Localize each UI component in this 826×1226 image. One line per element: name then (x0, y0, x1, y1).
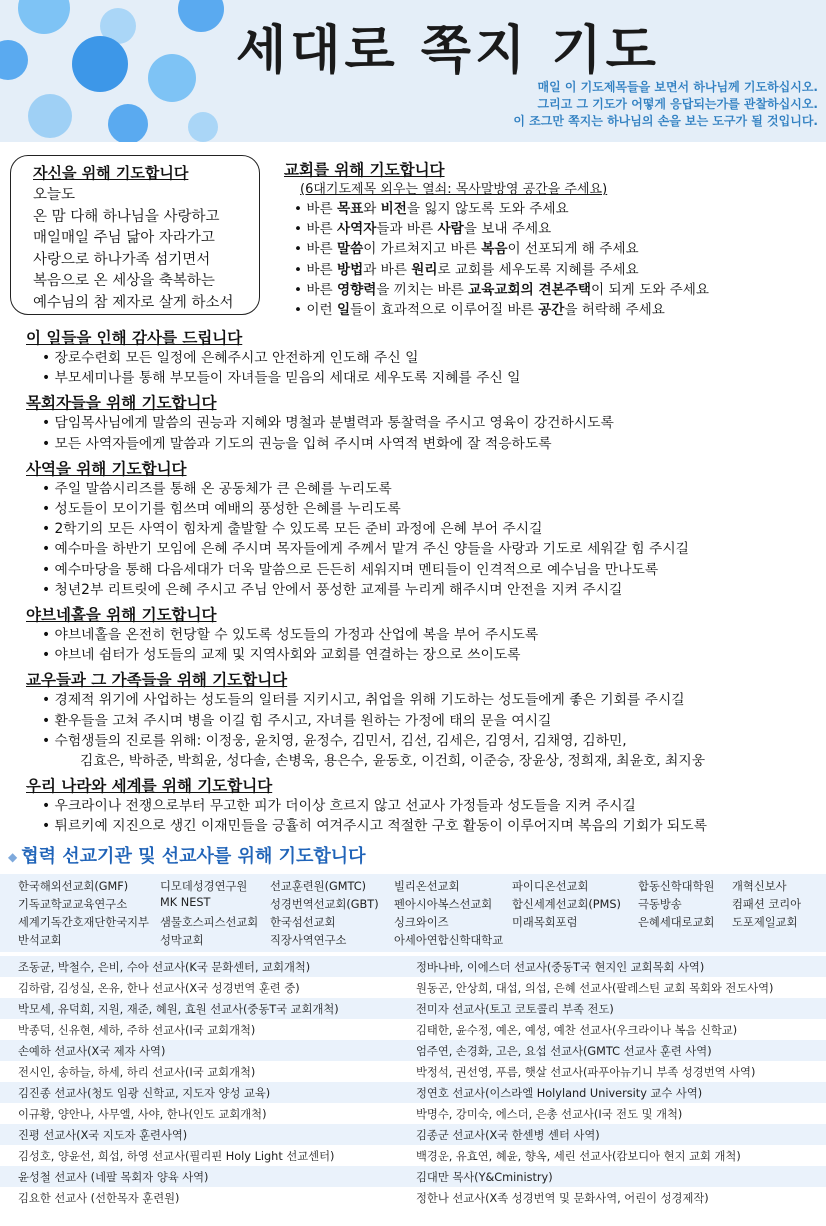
missionary-row (0, 1082, 826, 1103)
organization-name: 기독교학교교육연구소 (18, 898, 128, 911)
missionary-row (0, 1187, 826, 1208)
keyword: 교육교회의 견본주택 (468, 281, 592, 298)
text-segment: 들이 효과적으로 이루어질 바른 (350, 302, 539, 319)
diamond-icon: ◆ (8, 850, 18, 864)
missionary-entry: 정한나 선교사(X족 성경번역 및 문화사역, 어린이 성경제작) (416, 1192, 709, 1205)
organization-name: 컴패션 코리아 (732, 898, 802, 911)
organization-name: 세계기독간호재단한국지부 (18, 916, 149, 929)
text-segment: 을 허락해 주세요 (564, 302, 665, 319)
church-item (294, 260, 814, 280)
keyword: 일 (336, 302, 351, 319)
missionary-row (0, 998, 826, 1019)
self-prayer-line: 온 맘 다해 하나님을 사랑하고 (33, 208, 220, 225)
missionary-entry: 전시인, 송하늘, 하세, 하리 선교사(I국 교회개척) (18, 1066, 256, 1079)
decor-dot (72, 36, 128, 92)
church-note: (6대기도제목 외우는 열쇠: 목사말방영 공간을 주세요) (300, 182, 608, 197)
coop-heading (8, 842, 366, 868)
keyword: 사람 (437, 221, 464, 238)
header-banner (0, 0, 826, 142)
prayer-item: • 담임목사님에게 말씀의 권능과 지혜와 명철과 분별력과 통찰력을 주시고 영육이 강건하시도록 (42, 415, 614, 432)
missionary-entry: 진평 선교사(X국 지도자 훈련사역) (18, 1129, 188, 1142)
organization-name: 극동방송 (638, 898, 682, 911)
missionary-row (0, 1124, 826, 1145)
section-heading: 사역을 위해 기도합니다 (26, 459, 187, 478)
text-segment: 와 (363, 201, 381, 217)
prayer-item: • 튀르키예 지진으로 생긴 이재민들을 긍휼히 여겨주시고 적절한 구호 활동이 이루어지며 복음의 기회가 되도록 (42, 818, 707, 835)
self-prayer-line: 복음으로 온 세상을 축복하는 (33, 273, 215, 290)
decor-dot (188, 112, 218, 142)
text-segment: 이 가르쳐지고 바른 (363, 241, 482, 258)
text-segment: • 이런 (294, 302, 337, 319)
text-segment: 이 선포되게 해 주세요 (507, 241, 639, 258)
organization-name: 합동신학대학원 (638, 880, 715, 893)
missionary-entry: 정연호 선교사(이스라엘 Holyland University 교수 사역) (416, 1087, 703, 1100)
missionary-entry: 김태한, 윤수정, 예온, 예성, 예찬 선교사(우크라이나 복음 신학교) (416, 1024, 738, 1037)
church-heading: 교회를 위해 기도합니다 (284, 161, 445, 179)
church-items (284, 199, 814, 320)
section-heading: 우리 나라와 세계를 위해 기도합니다 (26, 777, 273, 796)
missionary-entry: 박모세, 유덕희, 지원, 재준, 혜원, 효원 선교사(중동T국 교회개척) (18, 1003, 339, 1016)
section-heading: 이 일들을 인해 감사를 드립니다 (26, 329, 243, 347)
prayer-section (26, 326, 816, 388)
prayer-item: • 야브네홀을 온전히 헌당할 수 있도록 성도들의 가정과 산업에 복을 부어 주시도록 (42, 627, 539, 644)
church-item (294, 219, 814, 239)
church-prayer-section (284, 158, 814, 320)
text-segment: 이 되게 도와 주세요 (591, 281, 710, 298)
organization-name: 한국해외선교회(GMF) (18, 880, 129, 893)
organization-name: MK NEST (160, 896, 211, 909)
missionary-row (0, 977, 826, 998)
missionary-entry: 정바나바, 이에스더 선교사(중동T국 현지인 교회목회 사역) (416, 961, 705, 974)
prayer-item: • 예수마당을 통해 다음세대가 더욱 말씀으로 든든히 세워지며 멘티들이 인격적으로 예수님을 만나도록 (42, 561, 659, 578)
organization-name: 펜아시아복스선교회 (394, 898, 493, 911)
missionary-entry: 박명수, 강미숙, 에스더, 은총 선교사(I국 전도 및 개척) (416, 1108, 683, 1121)
prayer-item: • 모든 사역자들에게 말씀과 기도의 권능을 입혀 주시며 사역적 변화에 잘 적응하도록 (42, 435, 552, 452)
prayer-section (26, 457, 816, 600)
prayer-sections (26, 326, 816, 840)
organization-name: 파이디온선교회 (512, 880, 589, 893)
decor-dot (28, 94, 72, 138)
missionary-entry: 김종군 선교사(X국 한센병 센터 사역) (416, 1129, 600, 1142)
text-segment: • 바른 (294, 261, 337, 278)
church-item (294, 280, 814, 300)
prayer-item: • 수험생들의 진로를 위해: 이정웅, 윤치영, 윤정수, 김민서, 김선, 김세은, 김영서, 김채영, 김하민, (42, 732, 627, 749)
prayer-item: • 주일 말씀시리즈를 통해 온 공동체가 큰 은혜를 누리도록 (42, 480, 392, 497)
missionary-entry: 이규황, 양안나, 사무엘, 사야, 한나(인도 교회개척) (18, 1108, 267, 1121)
decor-dot (0, 40, 28, 80)
subtitle-line: 그리고 그 기도가 어떻게 응답되는가를 관찰하십시오. (537, 97, 818, 111)
organization-name: 한국섬선교회 (270, 916, 336, 929)
decor-dot (148, 54, 196, 102)
missionary-entry: 김대만 목사(Y&Cministry) (416, 1171, 553, 1184)
organization-name: 개혁신보사 (732, 880, 787, 893)
organization-name: 직장사역연구소 (270, 934, 347, 947)
prayer-section (26, 668, 816, 771)
church-item (294, 199, 814, 219)
organization-name: 샘물호스피스선교회 (160, 916, 259, 929)
decor-dot (108, 104, 148, 142)
subtitle-line: 매일 이 기도제목들을 보면서 하나님께 기도하십시오. (537, 80, 818, 94)
organization-name: 선교훈련원(GMTC) (270, 880, 367, 893)
organization-name: 빌리온선교회 (394, 880, 460, 893)
missionary-row (0, 1061, 826, 1082)
self-prayer-heading: 자신을 위해 기도합니다 (33, 164, 189, 182)
self-prayer-box (10, 155, 260, 315)
text-segment: 을 잃지 않도록 도와 주세요 (406, 201, 569, 217)
keyword: 복음 (481, 241, 508, 258)
section-heading: 교우들과 그 가족들을 위해 기도합니다 (26, 671, 288, 690)
text-segment: 을 끼치는 바른 (376, 281, 469, 298)
text-segment: 과 바른 (363, 261, 412, 278)
prayer-item: • 성도들이 모이기를 힘쓰며 예배의 풍성한 은혜를 누리도록 (42, 501, 401, 518)
keyword: 목표 (336, 201, 364, 217)
organization-name: 합신세계선교회(PMS) (512, 898, 621, 911)
section-heading: 목회자들을 위해 기도합니다 (26, 394, 217, 413)
subtitle-line: 이 조그만 쪽지는 하나님의 손을 보는 도구가 될 것입니다. (513, 114, 818, 128)
missionary-row (0, 956, 826, 977)
partner-organizations (0, 874, 826, 952)
church-item (294, 300, 814, 320)
missionary-row (0, 1145, 826, 1166)
missionary-entry: 전미자 선교사(토고 코토콜리 부족 전도) (416, 1003, 614, 1016)
keyword: 비전 (380, 201, 407, 217)
missionary-row (0, 1040, 826, 1061)
missionary-row (0, 1166, 826, 1187)
prayer-item: • 청년2부 리트릿에 은혜 주시고 주님 안에서 풍성한 교제를 누리게 해주시며 안전을 지켜 주시길 (42, 581, 623, 598)
prayer-item: • 경제적 위기에 사업하는 성도들의 일터를 지키시고, 취업을 위해 기도하는 성도들에게 좋은 기회를 주시길 (42, 692, 685, 709)
prayer-item: • 부모세미나를 통해 부모들이 자녀들을 믿음의 세대로 세우도록 지혜를 주신 일 (42, 370, 521, 387)
missionary-entry: 엄주연, 손경화, 고은, 요섭 선교사(GMTC 선교사 훈련 사역) (416, 1045, 712, 1058)
organization-name: 은혜세대로교회 (638, 916, 715, 929)
missionary-entry: 손예하 선교사(X국 제자 사역) (18, 1045, 166, 1058)
self-prayer-line: 오늘도 (33, 187, 76, 203)
self-prayer-line: 사랑으로 하나가족 섬기면서 (33, 251, 211, 268)
prayer-section (26, 603, 816, 665)
prayer-section (26, 391, 816, 453)
keyword: 공간 (538, 302, 565, 319)
missionary-entry: 백경운, 유효연, 혜윤, 향옥, 세린 선교사(캄보디아 현지 교회 개척) (416, 1150, 741, 1163)
keyword: 방법 (336, 261, 364, 278)
prayer-item: • 야브네 쉼터가 성도들의 교제 및 지역사회와 교회를 연결하는 장으로 쓰이도록 (42, 647, 521, 664)
text-segment: 들과 바른 (376, 221, 438, 238)
prayer-item: • 예수마을 하반기 모임에 은혜 주시며 목자들에게 주께서 맡겨 주신 양들을 사랑과 기도로 세워갈 힘 주시길 (42, 541, 690, 558)
missionary-entry: 김하람, 김성실, 온유, 한나 선교사(X국 성경번역 훈련 중) (18, 982, 300, 995)
text-segment: • 바른 (294, 241, 337, 258)
organization-name: 미래목회포럼 (512, 916, 578, 929)
organization-name: 반석교회 (18, 934, 62, 947)
prayer-item: • 우크라이나 전쟁으로부터 무고한 피가 더이상 흐르지 않고 선교사 가정들과 성도들을 지켜 주시길 (42, 798, 636, 815)
keyword: 말씀 (336, 241, 364, 258)
text-segment: 을 보내 주세요 (463, 221, 552, 238)
text-segment: • 바른 (294, 221, 337, 238)
organization-name: 도포제일교회 (732, 916, 798, 929)
prayer-item-continued: 김효은, 박하준, 박희윤, 성다솔, 손병욱, 용은수, 윤동호, 이건희, 이준승, 장윤상, 정희재, 최윤호, 최지웅 (80, 753, 706, 770)
missionary-entry: 조동균, 박철수, 은비, 수아 선교사(K국 문화센터, 교회개척) (18, 961, 311, 974)
text-segment: • 바른 (294, 281, 337, 298)
missionary-entry: 김요한 선교사 (선한목자 훈련원) (18, 1192, 180, 1205)
keyword: 영향력 (336, 281, 377, 298)
missionary-row (0, 1019, 826, 1040)
missionary-entry: 김진종 선교사(청도 임광 신학교, 지도자 양성 교육) (18, 1087, 271, 1100)
text-segment: • 바른 (294, 201, 337, 217)
missionary-entry: 박정석, 권선영, 푸름, 햇살 선교사(파푸아뉴기니 부족 성경번역 사역) (416, 1066, 756, 1079)
text-segment: 로 교회를 세우도록 지혜를 주세요 (437, 261, 639, 278)
page-title: 세대로 쪽지 기도 (236, 21, 660, 81)
decor-dot (18, 0, 70, 34)
prayer-item: • 2학기의 모든 사역이 힘차게 출발할 수 있도록 모든 준비 과정에 은혜 부어 주시길 (42, 521, 543, 538)
organization-name: 싱크와이즈 (394, 916, 449, 929)
missionary-row (0, 1103, 826, 1124)
prayer-item: • 환우들을 고쳐 주시며 병을 이길 힘 주시고, 자녀를 원하는 가정에 태의 문을 여시길 (42, 712, 552, 729)
organization-name: 성경번역선교회(GBT) (270, 898, 379, 911)
organization-name: 아세아연합신학대학교 (394, 934, 504, 947)
organization-name: 성막교회 (160, 934, 204, 947)
keyword: 원리 (411, 261, 438, 278)
prayer-section (26, 774, 816, 836)
self-prayer-line: 매일매일 주님 닮아 자라가고 (33, 230, 215, 247)
missionary-entry: 윤성철 선교사 (네팔 목회자 양육 사역) (18, 1171, 209, 1184)
section-heading: 야브네홀을 위해 기도합니다 (26, 606, 217, 625)
missionary-list (0, 956, 826, 1208)
missionary-entry: 김성호, 양윤선, 희섭, 하영 선교사(필리핀 Holy Light 선교센터) (18, 1150, 335, 1163)
missionary-entry: 원동곤, 안상희, 대섭, 의섭, 은혜 선교사(팔레스틴 교회 목회와 전도사역) (416, 982, 774, 995)
decor-dot (178, 0, 224, 32)
prayer-item: • 장로수련회 모든 일정에 은혜주시고 안전하게 인도해 주신 일 (42, 350, 419, 366)
keyword: 사역자 (336, 221, 377, 238)
coop-heading-text: 협력 선교기관 및 선교사를 위해 기도합니다 (21, 846, 366, 867)
self-prayer-line: 예수님의 참 제자로 살게 하소서 (33, 294, 234, 311)
organization-name: 디모데성경연구원 (160, 880, 248, 893)
missionary-entry: 박종덕, 신유현, 세하, 주하 선교사(I국 교회개척) (18, 1024, 256, 1037)
church-item (294, 239, 814, 259)
